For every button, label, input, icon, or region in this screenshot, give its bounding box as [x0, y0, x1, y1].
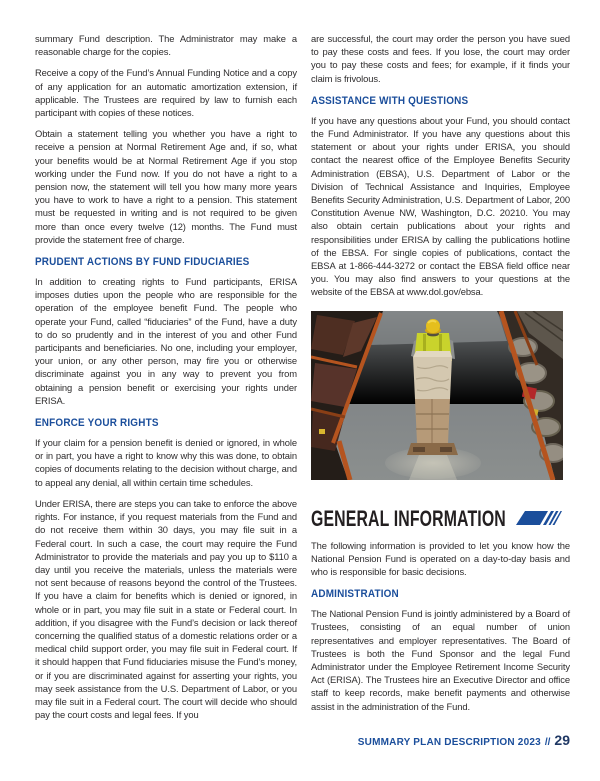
page-footer: [358, 732, 570, 748]
paragraph: In addition to creating rights to Fund participants, ERISA imposes duties upon the people who are responsible for the operation of the employee benefit Fund. The people who operate your Fund, called “fiduciaries” of the Fund, have a duty to do so prudently and in the interest of you and other Fund participants and beneficiaries. No one, including your employer, your union, or any other person, may fire you or otherwise discriminate against you in any way to prevent you from obtaining a pension benefit or exercising your rights under ERISA.: [35, 276, 297, 406]
section-heading-assistance: ASSISTANCE WITH QUESTIONS: [311, 94, 469, 107]
right-column: [311, 32, 570, 721]
paragraph: The National Pension Fund is jointly administered by a Board of Trustees, consisting of an equal number of union representatives and employer representatives. The Board of Trustees is both the Fund Sponsor and the legal Fund Administrator under the Employee Retirement Income Security Act (ERISA). The Trustees hire an Executive Director and office staff to keep records, make benefit payments and otherwise assist in the administration of the Fund.: [311, 608, 570, 712]
paragraph: Obtain a statement telling you whether you have a right to receive a pension at Normal Retirement Age and, if so, what your benefits would be at Normal Retirement Age if you stop working under the Fund now. If you do not have a right to a pension now, the statement will tell you how many more years you have to work to have a right to a pension. This statement must be requested in writing and is not required to be given more than once every twelve (12) months. The Fund must provide the statement free of charge.: [35, 128, 297, 245]
paragraph: The following information is provided to let you know how the National Pension Fund is operated on a day-to-day basis and who is responsible for basic decisions.: [311, 539, 570, 578]
section-heading-administration: ADMINISTRATION: [311, 588, 399, 601]
page-number: 29: [554, 732, 570, 748]
paragraph: If you have any questions about your Fund, you should contact the Fund Administrator. If you have any questions about this statement or about your rights under ERISA, you should contact the nearest office of the Employee Benefits Security Administration (EBSA), U.S. Department of Labor or the Division of Technical Assistance and Inquiries, Employee Benefits Security Administration, U.S. Department of Labor, 200 Constitution Avenue NW, Washington, D.C. 20210. You may also obtain certain publications about your rights and responsibilities under ERISA by calling the publications hotline of the EBSA. For single copies of publications, contact the EBSA at 1-866-444-3272 or contact the EBSA field office near you. You may also find answers to your questions at the website of the EBSA at www.dol.gov/ebsa.: [311, 114, 570, 298]
page-title: GENERAL INFORMATION: [311, 505, 506, 531]
paragraph: Under ERISA, there are steps you can take to enforce the above rights. For instance, if you request materials from the Fund and do not receive them within 30 days, you may file suit in a Federal court. In such a case, the court may require the Fund Administrator to provide the materials and pay you up to $110 a day until you receive the materials, unless the materials were not sent because of reasons beyond the control of the Trustees. If you have a claim for benefits which is denied or ignored, in whole or in part, you may file suit in a state or Federal court. In addition, if you disagree with the Fund’s decision or lack thereof concerning the qualified status of a domestic relations order or a medical child support order, you may file suit in Federal court. If it should happen that Fund fiduciaries misuse the Fund’s money, or if you are discriminated against for asserting your rights, you may seek assistance from the U.S. Department of Labor, or you may file suit in a Federal court. The court will decide who should pay the court costs and legal fees. If you: [35, 497, 297, 721]
blue-flag-decoration: [516, 511, 562, 525]
warehouse-photo: [311, 311, 570, 480]
section-heading-enforce-rights: ENFORCE YOUR RIGHTS: [35, 417, 159, 430]
footer-separator: //: [544, 737, 551, 748]
paragraph: Receive a copy of the Fund’s Annual Funding Notice and a copy of any application for an automatic amortization extension, if applicable. The Trustees are required by law to furnish each participant with copies of these notices.: [35, 67, 297, 119]
left-column: [35, 32, 297, 729]
general-information-title-row: [311, 506, 570, 532]
paragraph: If your claim for a pension benefit is denied or ignored, in whole or in part, you have a right to know why this was done, to obtain copies of documents relating to the decision without charge, and to appeal any denial, all within certain time schedules.: [35, 437, 297, 488]
paragraph: summary Fund description. The Administrator may make a reasonable charge for the copies.: [35, 33, 297, 58]
footer-title: SUMMARY PLAN DESCRIPTION 2023: [357, 737, 541, 748]
paragraph: are successful, the court may order the person you have sued to pay these costs and fees. If you lose, the court may order you to pay these costs and fees; for example, if it finds your claim is frivolous.: [311, 33, 570, 84]
section-heading-prudent-actions: PRUDENT ACTIONS BY FUND FIDUCIARIES: [35, 256, 250, 269]
